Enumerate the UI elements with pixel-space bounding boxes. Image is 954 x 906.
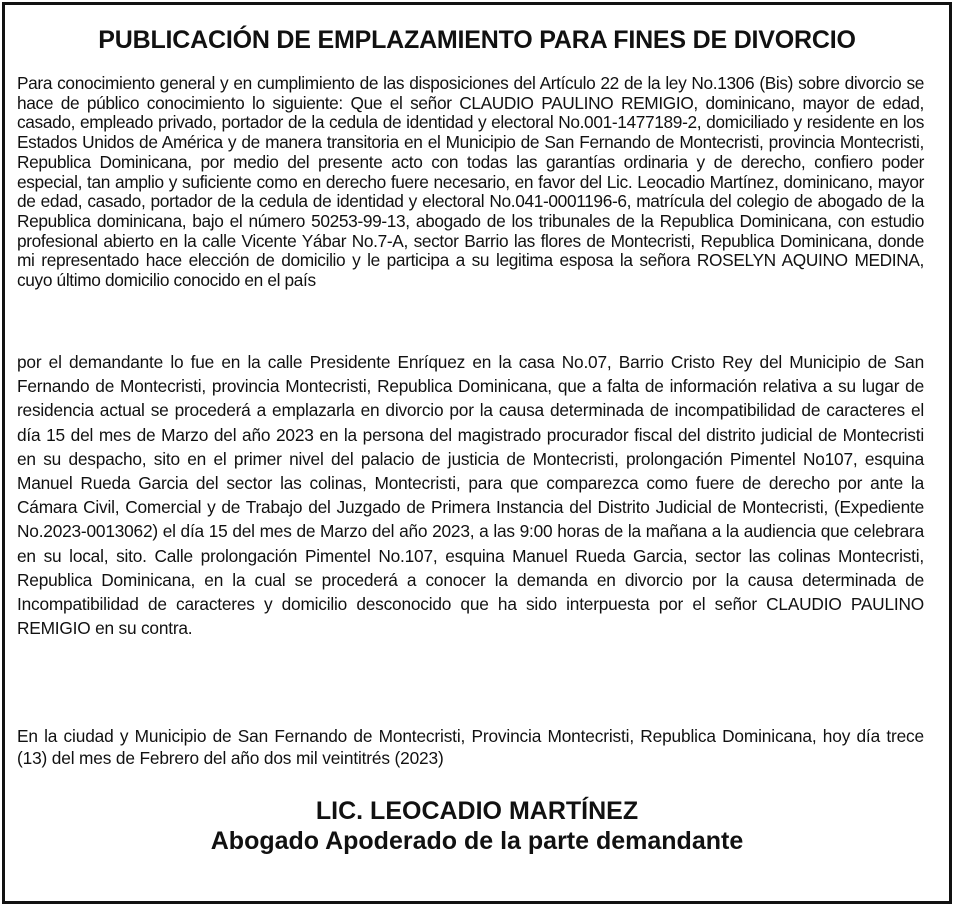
signature-block xyxy=(0,796,954,856)
notice-body-paragraph-1-part-2: por el demandante lo fue en la calle Presidente Enríquez en la casa No.07, Barrio Cristo Rey del Municipio de San Fernando de Montecristi, provincia Montecristi, Republica Dominicana, que a falta de información relativa a su lugar de residencia actual se procederá a emplazarla en divorcio por la causa determinada de incompatibilidad de caracteres el día 15 del mes de Marzo del año 2023 en la persona del magistrado procurador fiscal del distrito judicial de Montecristi en su despacho, sito en el primer nivel del palacio de justicia de Montecristi, prolongación Pimentel No107, esquina Manuel Rueda Garcia del sector las colinas, Montecristi, para que comparezca como fuere de derecho por ante la Cámara Civil, Comercial y de Trabajo del Juzgado de Primera Instancia del Distrito Judicial de Montecristi, (Expediente No.2023-0013062) el día 15 del mes de Marzo del año 2023, a las 9:00 horas de la mañana a la audiencia que celebrara en su local, sito. Calle prolongación Pimentel No.107, esquina Manuel Rueda Garcia, sector las colinas Montecristi, Republica Dominicana, en la cual se procederá a conocer la demanda en divorcio por la causa determinada de Incompatibilidad de caracteres y domicilio desconocido que ha sido interpuesta por el señor CLAUDIO PAULINO REMIGIO en su contra. xyxy=(17,352,924,639)
notice-title: PUBLICACIÓN DE EMPLAZAMIENTO PARA FINES DE DIVORCIO xyxy=(98,26,856,54)
notice-closing-paragraph: En la ciudad y Municipio de San Fernando de Montecristi, Provincia Montecristi, Republica Dominicana, hoy día trece (13) del mes de Febrero del año dos mil veintitrés (2023) xyxy=(17,726,924,768)
notice-body-paragraph-1-part-1: Para conocimiento general y en cumplimiento de las disposiciones del Artículo 22 de la ley No.1306 (Bis) sobre divorcio se hace de público conocimiento lo siguiente: Que el señor CLAUDIO PAULINO REMIGIO, dominicano, mayor de edad, casado, empleado privado, portador de la cedula de identidad y electoral No.001-1477189-2, domiciliado y residente en los Estados Unidos de América y de manera transitoria en el Municipio de San Fernando de Montecristi, provincia Montecristi, Republica Dominicana, por medio del presente acto con todas las garantías ordinaria y de derecho, confiero poder especial, tan amplio y suficiente como en derecho fuere necesario, en favor del Lic. Leocadio Martínez, dominicano, mayor de edad, casado, portador de la cedula de identidad y electoral No.041-0001196-6, matrícula del colegio de abogado de la Republica dominicana, bajo el número 50253-99-13, abogado de los tribunales de la Republica Dominicana, con estudio profesional abierto en la calle Vicente Yábar No.7-A, sector Barrio las flores de Montecristi, Republica Dominicana, donde mi representado hace elección de domicilio y le participa a su legitima esposa la señora ROSELYN AQUINO MEDINA, cuyo último domicilio conocido en el país xyxy=(17,73,924,291)
signature-role: Abogado Apoderado de la parte demandante xyxy=(210,827,744,855)
signature-name: LIC. LEOCADIO MARTÍNEZ xyxy=(315,797,639,825)
